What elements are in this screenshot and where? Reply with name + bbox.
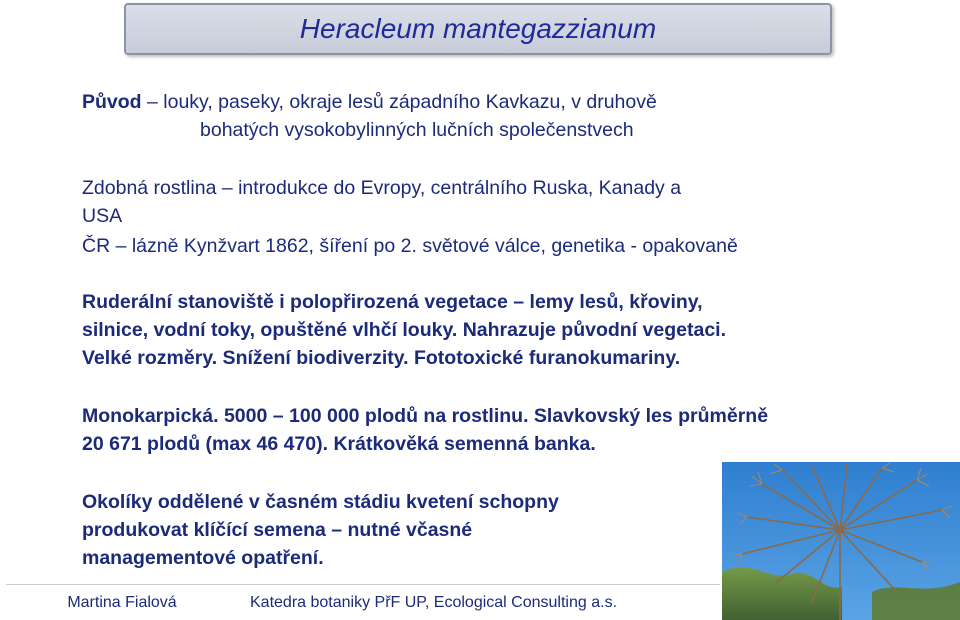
slide-title: Heracleum mantegazzianum bbox=[299, 13, 657, 44]
umbels-paragraph bbox=[82, 488, 559, 572]
cr-line-1: ČR – lázně Kynžvart 1862, šíření po 2. světové válce, genetika - opakovaně bbox=[82, 235, 738, 257]
ruderal-line-2: silnice, vodní toky, opuštěné vlhčí louky. Nahrazuje původní vegetaci. bbox=[82, 319, 727, 341]
monocarpic-paragraph bbox=[82, 402, 768, 458]
monocarpic-line-1: Monokarpická. 5000 – 100 000 plodů na rostlinu. Slavkovský les průměrně bbox=[82, 405, 769, 427]
origin-label: Původ bbox=[82, 91, 142, 113]
ornamental-line-2: USA bbox=[82, 205, 123, 227]
footer-author: Martina Fialová bbox=[67, 594, 177, 611]
ruderal-line-3: Velké rozměry. Snížení biodiverzity. Fototoxické furanokumariny. bbox=[82, 347, 681, 369]
ornamental-line-1: Zdobná rostlina – introdukce do Evropy, centrálního Ruska, Kanady a bbox=[82, 177, 682, 199]
umbels-line-1: Okolíky oddělené v časném stádiu kvetení schopny bbox=[82, 491, 559, 513]
ruderal-line-1: Ruderální stanoviště i polopřirozená vegetace – lemy lesů, křoviny, bbox=[82, 291, 703, 313]
title-box bbox=[124, 3, 832, 55]
origin-text: – louky, paseky, okraje lesů západního Kavkazu, v druhově bbox=[141, 91, 657, 113]
umbel-photo-svg bbox=[722, 462, 960, 620]
origin-line-1 bbox=[82, 88, 657, 116]
origin-line-2: bohatých vysokobylinných lučních společenstvech bbox=[200, 119, 634, 141]
umbels-line-2: produkovat klíčící semena – nutné včasné bbox=[82, 519, 473, 541]
footer-author-box bbox=[6, 586, 238, 620]
cr-paragraph bbox=[82, 232, 738, 260]
footer-divider bbox=[6, 584, 720, 585]
footer-institution-box bbox=[244, 586, 720, 620]
monocarpic-line-2: 20 671 plodů (max 46 470). Krátkověká semenná banka. bbox=[82, 433, 596, 455]
origin-paragraph bbox=[82, 88, 657, 144]
umbels-line-3: managementové opatření. bbox=[82, 547, 324, 569]
dried-umbel-photo bbox=[722, 462, 960, 620]
ruderal-paragraph bbox=[82, 288, 726, 372]
ornamental-paragraph bbox=[82, 174, 681, 230]
footer-institution: Katedra botaniky PřF UP, Ecological Consulting a.s. bbox=[250, 594, 618, 611]
